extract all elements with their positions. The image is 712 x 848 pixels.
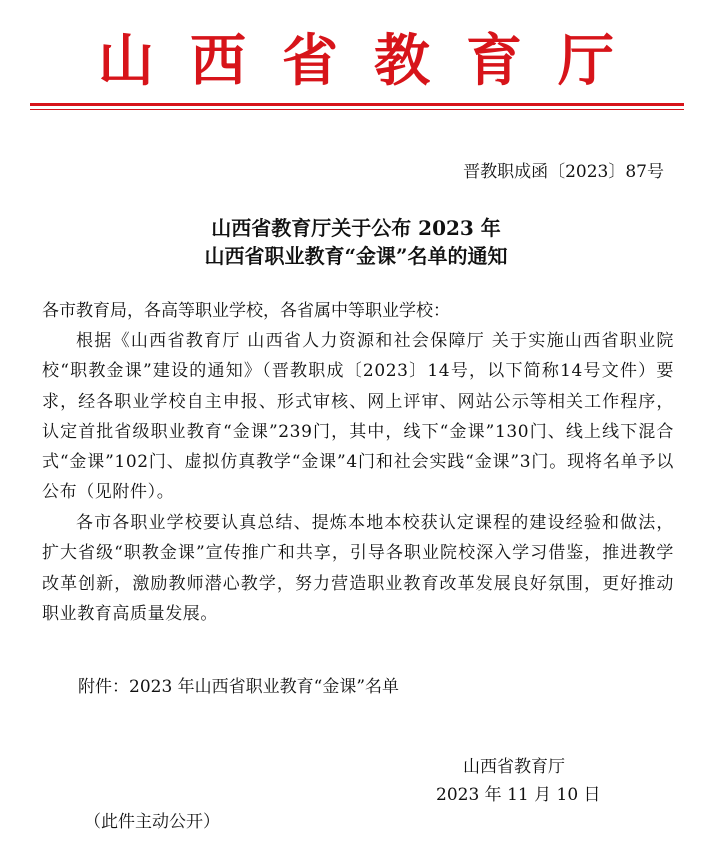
issuing-agency: 山西省教育厅 — [463, 757, 565, 777]
agency-letterhead-title: 山西省教育厅 — [98, 28, 650, 94]
document-number: 晋教职成函〔2023〕87号 — [463, 162, 664, 182]
document-title-line2: 山西省职业教育“金课”名单的通知 — [204, 244, 508, 268]
salutation: 各市教育局，各高等职业学校，各省属中等职业学校： — [42, 301, 450, 321]
document-title-line1: 山西省教育厅关于公布 2023 年 — [211, 216, 501, 240]
letterhead-red-rule-thin — [30, 109, 684, 110]
letterhead-red-rule-thick — [30, 103, 684, 106]
issue-date: 2023 年 11 月 10 日 — [436, 785, 601, 805]
body-paragraph-1: 根据《山西省教育厅 山西省人力资源和社会保障厅 关于实施山西省职业院校“职教金课”建设的通知》（晋教职成〔2023〕14号，以下简称14号文件）要求，经各职业学校自主申报、形式审核、网上评审、网站公示等相关工作程序，认定首批省级职业教育“金课”239门，其中，线下“金课”130门、线上线下混合式“金课”102门、虚拟仿真教学“金课”4门和社会实践“金课”3门。现将名单予以公布（见附件）。 — [42, 331, 674, 503]
attachment-note: 附件：2023 年山西省职业教育“金课”名单 — [78, 677, 400, 697]
disclosure-note: （此件主动公开） — [84, 812, 220, 832]
body-paragraph-2: 各市各职业学校要认真总结、提炼本地本校获认定课程的建设经验和做法，扩大省级“职教金课”宣传推广和共享，引导各职业院校深入学习借鉴，推进教学改革创新，激励教师潜心教学，努力营造职业教育改革发展良好氛围，更好推动职业教育高质量发展。 — [42, 513, 674, 624]
